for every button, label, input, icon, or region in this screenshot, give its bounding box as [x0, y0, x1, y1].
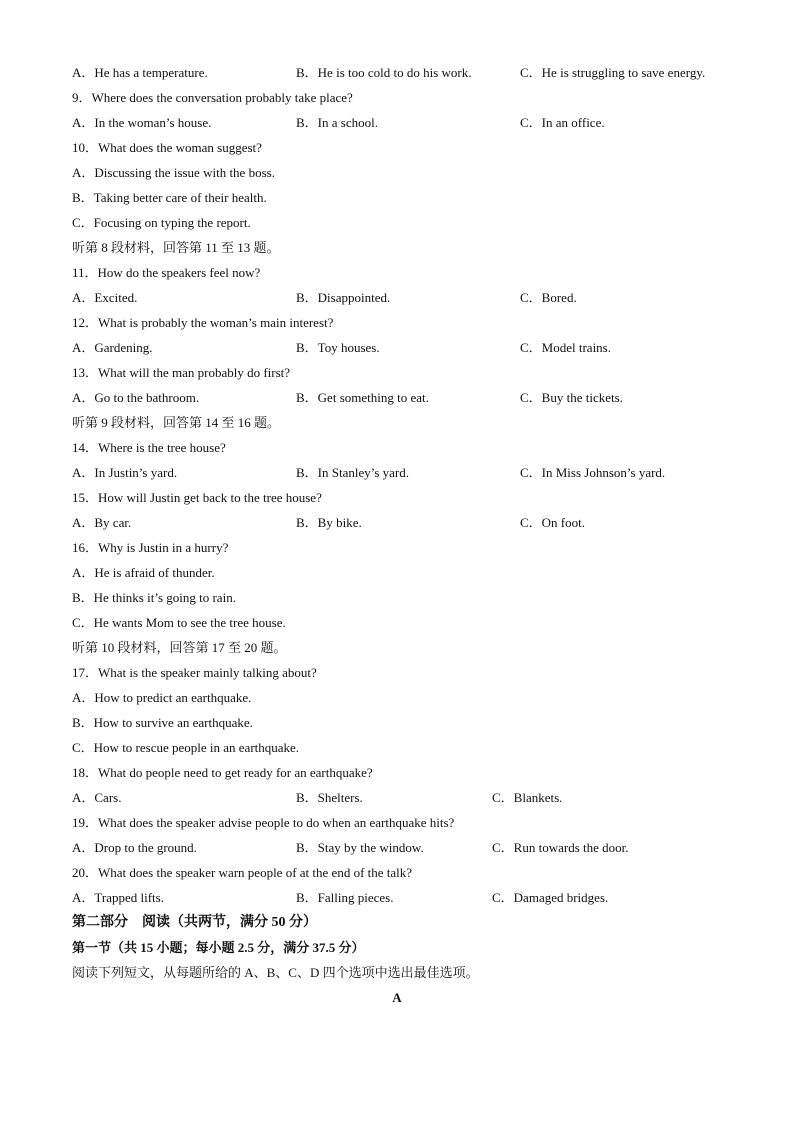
option-a: A．In the woman’s house. — [72, 115, 212, 130]
text-line: C．How to rescue people in an earthquake. — [72, 740, 300, 755]
text-line: 9．Where does the conversation probably take place? — [72, 90, 353, 105]
option-a: A．Gardening. — [72, 340, 153, 355]
text-line: 听第 9 段材料，回答第 14 至 16 题。 — [72, 415, 281, 430]
text-line: 14．Where is the tree house? — [72, 440, 226, 455]
option-b: B．In a school. — [296, 115, 378, 130]
option-b: B．Toy houses. — [296, 340, 380, 355]
text-line: 听第 10 段材料，回答第 17 至 20 题。 — [72, 640, 287, 655]
option-a: A．Excited. — [72, 290, 138, 305]
option-b: B．Disappointed. — [296, 290, 391, 305]
options-row — [0, 838, 794, 858]
text-line: 16．Why is Justin in a hurry? — [72, 540, 229, 555]
option-c: C．Run towards the door. — [492, 840, 629, 855]
option-c: C．On foot. — [520, 515, 586, 530]
option-c: C．In Miss Johnson’s yard. — [520, 465, 666, 480]
text-line: B．Taking better care of their health. — [72, 190, 267, 205]
text-line: 20．What does the speaker warn people of at the end of the talk? — [72, 865, 413, 880]
reading-instruction: 阅读下列短文，从每题所给的 A、B、C、D 四个选项中选出最佳选项。 — [72, 965, 479, 980]
option-a: A．He has a temperature. — [72, 65, 208, 80]
text-line: 听第 8 段材料，回答第 11 至 13 题。 — [72, 240, 280, 255]
option-c: C．He is struggling to save energy. — [520, 65, 706, 80]
option-a: A．By car. — [72, 515, 132, 530]
text-line: A．How to predict an earthquake. — [72, 690, 252, 705]
option-a: A．In Justin’s yard. — [72, 465, 178, 480]
option-a: A．Drop to the ground. — [72, 840, 197, 855]
text-line: 12．What is probably the woman’s main interest? — [72, 315, 334, 330]
option-a: A．Cars. — [72, 790, 122, 805]
options-row — [0, 463, 794, 483]
section1-heading: 第一节（共 15 小题；每小题 2.5 分，满分 37.5 分） — [72, 940, 365, 955]
text-line: B．How to survive an earthquake. — [72, 715, 253, 730]
option-c: C．Buy the tickets. — [520, 390, 623, 405]
text-line: 18．What do people need to get ready for an earthquake? — [72, 765, 373, 780]
text-line: B．He thinks it’s going to rain. — [72, 590, 236, 605]
text-line: 17．What is the speaker mainly talking about? — [72, 665, 317, 680]
text-line: A．He is afraid of thunder. — [72, 565, 215, 580]
options-row — [0, 888, 794, 908]
text-line: 11．How do the speakers feel now? — [72, 265, 261, 280]
passage-label: A — [392, 990, 402, 1005]
option-c: C．Blankets. — [492, 790, 563, 805]
text-line: C．Focusing on typing the report. — [72, 215, 251, 230]
option-b: B．Stay by the window. — [296, 840, 424, 855]
text-line: C．He wants Mom to see the tree house. — [72, 615, 286, 630]
option-c: C．In an office. — [520, 115, 605, 130]
option-b: B．In Stanley’s yard. — [296, 465, 410, 480]
text-line: 19．What does the speaker advise people to do when an earthquake hits? — [72, 815, 455, 830]
option-b: B．Falling pieces. — [296, 890, 394, 905]
options-row — [0, 388, 794, 408]
option-b: B．By bike. — [296, 515, 362, 530]
option-c: C．Bored. — [520, 290, 577, 305]
option-c: C．Model trains. — [520, 340, 611, 355]
options-row — [0, 288, 794, 308]
options-row — [0, 63, 794, 83]
part2-heading: 第二部分 阅读（共两节，满分 50 分） — [72, 915, 317, 930]
options-row — [0, 513, 794, 533]
options-row — [0, 338, 794, 358]
text-line: 13．What will the man probably do first? — [72, 365, 291, 380]
option-c: C．Damaged bridges. — [492, 890, 609, 905]
option-b: B．Get something to eat. — [296, 390, 429, 405]
option-a: A．Trapped lifts. — [72, 890, 164, 905]
options-row — [0, 788, 794, 808]
option-b: B．He is too cold to do his work. — [296, 65, 472, 80]
option-b: B．Shelters. — [296, 790, 363, 805]
option-a: A．Go to the bathroom. — [72, 390, 200, 405]
text-line: 10．What does the woman suggest? — [72, 140, 262, 155]
text-line: A．Discussing the issue with the boss. — [72, 165, 275, 180]
text-line: 15．How will Justin get back to the tree house? — [72, 490, 322, 505]
options-row — [0, 113, 794, 133]
